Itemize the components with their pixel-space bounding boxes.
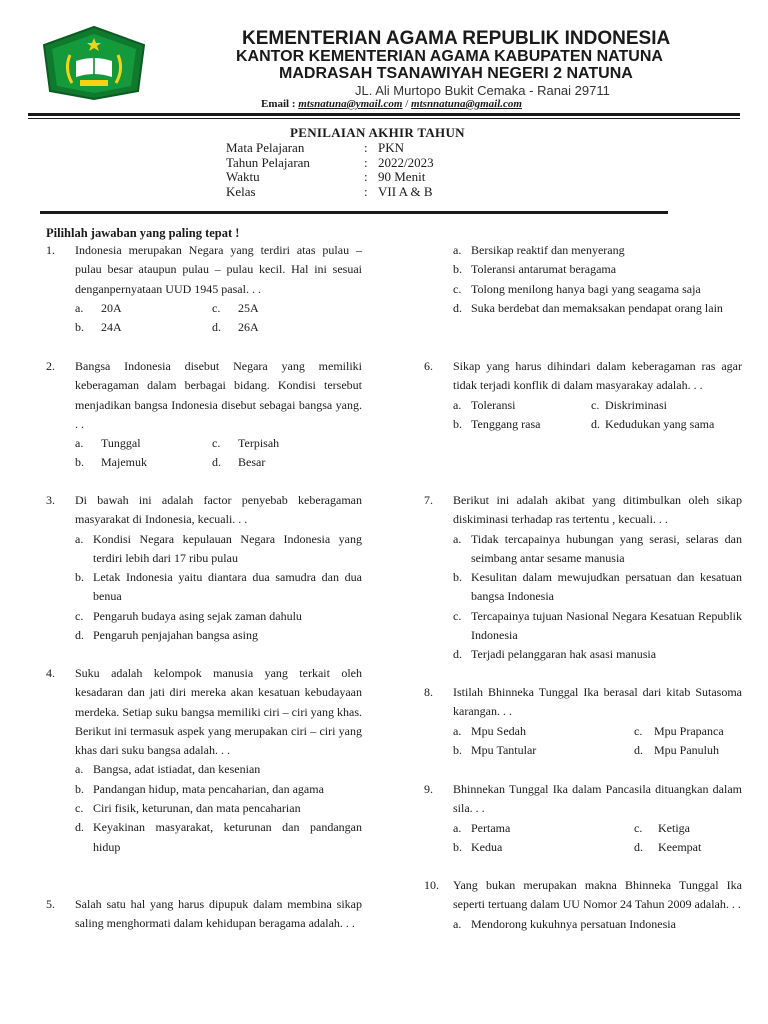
option-grid [75,434,362,473]
option[interactable] [453,260,742,279]
info-value: VII A & B [378,183,433,199]
option-text: Tunggal [101,436,141,451]
option-text: Suka berdebat dan memaksakan pendapat orang lain [471,300,723,315]
question-number: 3. [46,493,55,507]
option-letter: d. [634,742,643,757]
option-letter: a. [453,820,462,835]
option-text: 24A [101,320,122,335]
email-link-2[interactable]: mtsnnatuna@gmail.com [411,98,522,110]
option-letter: d. [75,820,84,835]
option-letter: c. [453,281,462,296]
option-letter: a. [453,916,462,931]
option[interactable] [453,568,742,607]
ministry-emblem-logo [40,25,148,101]
option[interactable] [591,396,742,415]
option-text: Mpu Prapanca [654,723,724,738]
question-4 [46,664,362,857]
option-letter: b. [75,320,84,335]
option-text: Mpu Panuluh [654,742,720,757]
question-number: 1. [46,243,55,257]
option-letter: c. [212,300,221,315]
option-letter: d. [453,647,462,662]
option-letter: b. [453,839,462,854]
option-text: Terjadi pelanggaran hak asasi manusia [471,647,657,662]
option[interactable] [453,645,742,664]
option-text: Mpu Sedah [471,723,526,738]
exam-info-row [226,156,434,171]
option[interactable] [75,799,362,818]
option-letter: a. [453,531,462,546]
option[interactable] [453,741,634,760]
question-1 [46,241,362,337]
option-letter: a. [453,723,462,738]
option-text: Diskriminasi [605,397,667,412]
option[interactable] [453,607,742,646]
option[interactable] [75,607,362,626]
info-key: Waktu [226,169,260,184]
info-value: 90 Menit [378,169,426,184]
option-text: Ciri fisik, keturunan, dan mata pencaharian [93,801,301,816]
option-text: 20A [101,300,122,315]
header-divider [28,113,740,116]
question-number: 10. [424,878,439,892]
option-text: Tolong menilong hanya bagi yang seagama saja [471,281,701,296]
question-2 [46,357,362,473]
option-letter: b. [453,570,462,585]
option[interactable] [453,838,634,857]
question-number: 2. [46,359,55,373]
option-list [453,915,742,934]
question-stem: Sikap yang harus dihindari dalam keberagaman ras agar tidak terjadi konflik di dalam masyarakay adalah. . . [453,359,742,393]
option[interactable] [634,722,742,741]
option-text: 25A [238,300,259,315]
option[interactable] [453,722,634,741]
question-8 [424,683,742,760]
option[interactable] [453,915,742,934]
email-link-1[interactable]: mtsnatuna@ymail.com [298,98,403,110]
option-text: Pertama [471,820,511,835]
info-colon: : [364,183,368,199]
question-number: 6. [424,359,433,373]
question-stem: Salah satu hal yang harus dipupuk dalam membina sikap saling menghormati dalam kehidupan beragama adalah. . . [75,897,362,931]
option-letter: c. [75,801,84,816]
option-text: Besar [238,455,266,470]
option-letter: c. [634,820,643,835]
question-stem: Bhinnekan Tunggal Ika dalam Pancasila dituangkan dalam sila. . . [453,782,742,816]
option[interactable] [453,280,742,299]
option-text: 26A [238,320,259,335]
question-stem: Indonesia merupakan Negara yang terdiri atas pulau – pulau besar ataupun pulau – pulau kecil. Hal ini sesuai denganpernyataan UUD 1945 pasal. . . [75,243,362,296]
info-colon: : [364,169,368,184]
option-letter: d. [453,300,462,315]
question-stem: Suku adalah kelompok manusia yang terkait oleh kesadaran dan jati diri mereka akan kesatuan kebudayaan merdeka. Setiap suku bangsa memiliki ciri – ciri yang khas. Berikut ini termasuk aspek yang merupakan ciri – ciri yang khas dari suku bangsa adalah. . . [75,666,362,758]
option[interactable] [453,530,742,569]
option-text: Pandangan hidup, mata pencaharian, dan agama [93,781,324,796]
option[interactable] [212,434,362,453]
option-text: Letak Indonesia yaitu diantara dua samudra dan dua benua [93,570,362,604]
info-key: Kelas [226,183,256,199]
option-text: Kedudukan yang sama [605,416,715,431]
question-number: 8. [424,685,433,699]
option-text: Bangsa, adat istiadat, dan kesenian [93,762,261,777]
exam-info-row [226,170,434,185]
option[interactable] [453,396,591,415]
question-number: 4. [46,666,55,680]
option[interactable] [634,838,742,857]
option[interactable] [75,318,212,337]
option-letter: b. [75,455,84,470]
option-text: Terpisah [238,436,280,451]
option-text: Tidak tercapainya hubungan yang serasi, selaras dan seimbang antar sesame manusia [471,531,742,565]
option-text: Ketiga [658,820,690,835]
option-list [75,760,362,856]
option-text: Kesulitan dalam mewujudkan persatuan dan kesatuan bangsa Indonesia [471,570,742,604]
option-text: Keempat [658,839,702,854]
option[interactable] [453,819,634,838]
question-number: 5. [46,897,55,911]
option-letter: a. [75,762,84,777]
office-name: KANTOR KEMENTERIAN AGAMA KABUPATEN NATUNA [236,48,663,65]
question-stem: Istilah Bhinneka Tunggal Ika berasal dari kitab Sutasoma karangan. . . [453,685,742,719]
info-key: Tahun Pelajaran [226,154,310,170]
info-key: Mata Pelajaran [226,140,305,155]
question-10 [424,876,742,934]
option[interactable] [453,415,591,434]
exam-info-row [226,185,434,200]
exam-info-row [226,141,434,156]
question-stem: Yang bukan merupakan makna Bhinneka Tunggal Ika seperti tertuang dalam UU Nomor 24 Tahun 2009 adalah. . . [453,878,742,912]
option[interactable] [212,318,362,337]
option-text: Tercapainya tujuan Nasional Negara Kesatuan Republik Indonesia [471,608,742,643]
option[interactable] [453,299,742,318]
question-9 [424,780,742,857]
option[interactable] [75,530,362,569]
option[interactable] [75,818,362,857]
question-3 [46,491,362,645]
option[interactable] [75,453,212,472]
question-stem: Bangsa Indonesia disebut Negara yang memiliki keberagaman dalam berbagai bidang. Kondisi tersebut menjadikan bangsa Indonesia disebut sebagai bangsa yang. . . [75,359,362,431]
question-6 [424,357,742,434]
option-letter: a. [75,436,84,451]
option[interactable] [634,819,742,838]
option[interactable] [212,299,362,318]
option[interactable] [453,241,742,260]
option-list [453,530,742,665]
question-number: 7. [424,493,433,507]
option-grid [453,396,742,435]
option-list [75,530,362,646]
option-letter: b. [75,570,84,585]
option[interactable] [75,299,212,318]
option[interactable] [634,741,742,760]
option-letter: d. [212,320,221,335]
question-7 [424,491,742,665]
exam-info [226,141,434,199]
option-text: Kondisi Negara kepulauan Negara Indonesia yang terdiri lebih dari 17 ribu pulau [93,531,362,565]
option-text: Tenggang rasa [471,416,541,431]
option-letter: a. [453,243,462,257]
ministry-name: KEMENTERIAN AGAMA REPUBLIK INDONESIA [242,28,671,49]
option-grid [453,722,742,761]
option-letter: a. [453,397,462,412]
email-separator: / [402,98,412,110]
option-grid [453,819,742,858]
option[interactable] [591,415,742,434]
school-address: JL. Ali Murtopo Bukit Cemaka - Ranai 29711 [355,83,610,98]
option-letter: a. [75,300,84,315]
info-value: PKN [378,140,405,155]
option-text: Pengaruh penjajahan bangsa asing [93,628,258,643]
option[interactable] [75,780,362,799]
option-list [453,241,742,318]
option-text: Keyakinan masyarakat, keturunan dan pandangan hidup [93,820,362,854]
option-letter: c. [591,397,600,412]
option-letter: c. [453,608,462,623]
option-text: Bersikap reaktif dan menyerang [471,243,625,257]
info-colon: : [364,140,368,155]
option[interactable] [75,626,362,645]
option-text: Mpu Tantular [471,742,537,757]
email-line [261,98,522,110]
option[interactable] [75,760,362,779]
option-letter: b. [453,742,462,757]
option-text: Kedua [471,839,503,854]
email-label: Email : [261,98,296,110]
question-5-options [424,241,742,318]
instruction: Pilihlah jawaban yang paling tepat ! [46,226,240,240]
option-letter: c. [634,723,643,738]
info-value: 2022/2023 [378,154,434,170]
question-stem: Di bawah ini adalah factor penyebab keberagaman masyarakat di Indonesia, kecuali. . . [75,493,362,527]
question-5 [46,895,362,934]
option-letter: d. [591,416,600,431]
question-stem: Berikut ini adalah akibat yang ditimbulkan oleh sikap diskiminasi terhadap ras tertentu , kecuali. . . [453,493,742,527]
option-letter: b. [453,262,462,277]
option-letter: a. [75,531,84,546]
option-grid [75,299,362,338]
header-divider-thin [28,118,740,119]
question-number: 9. [424,782,433,796]
option-letter: b. [453,416,462,431]
option-letter: d. [634,839,643,854]
option[interactable] [75,434,212,453]
option-text: Toleransi [471,397,516,412]
school-name: MADRASAH TSANAWIYAH NEGERI 2 NATUNA [279,65,633,82]
option-letter: c. [212,436,221,451]
option[interactable] [75,568,362,607]
option-letter: d. [75,628,84,643]
option-text: Pengaruh budaya asing sejak zaman dahulu [93,608,302,623]
option-text: Mendorong kukuhnya persatuan Indonesia [471,916,676,931]
info-divider [40,211,668,214]
exam-title: PENILAIAN AKHIR TAHUN [290,125,465,140]
option-letter: c. [75,608,84,623]
option-letter: d. [212,455,221,470]
option-text: Toleransi antarumat beragama [471,262,617,277]
option-text: Majemuk [101,455,147,470]
option-letter: b. [75,781,84,796]
info-colon: : [364,154,368,170]
option[interactable] [212,453,362,472]
